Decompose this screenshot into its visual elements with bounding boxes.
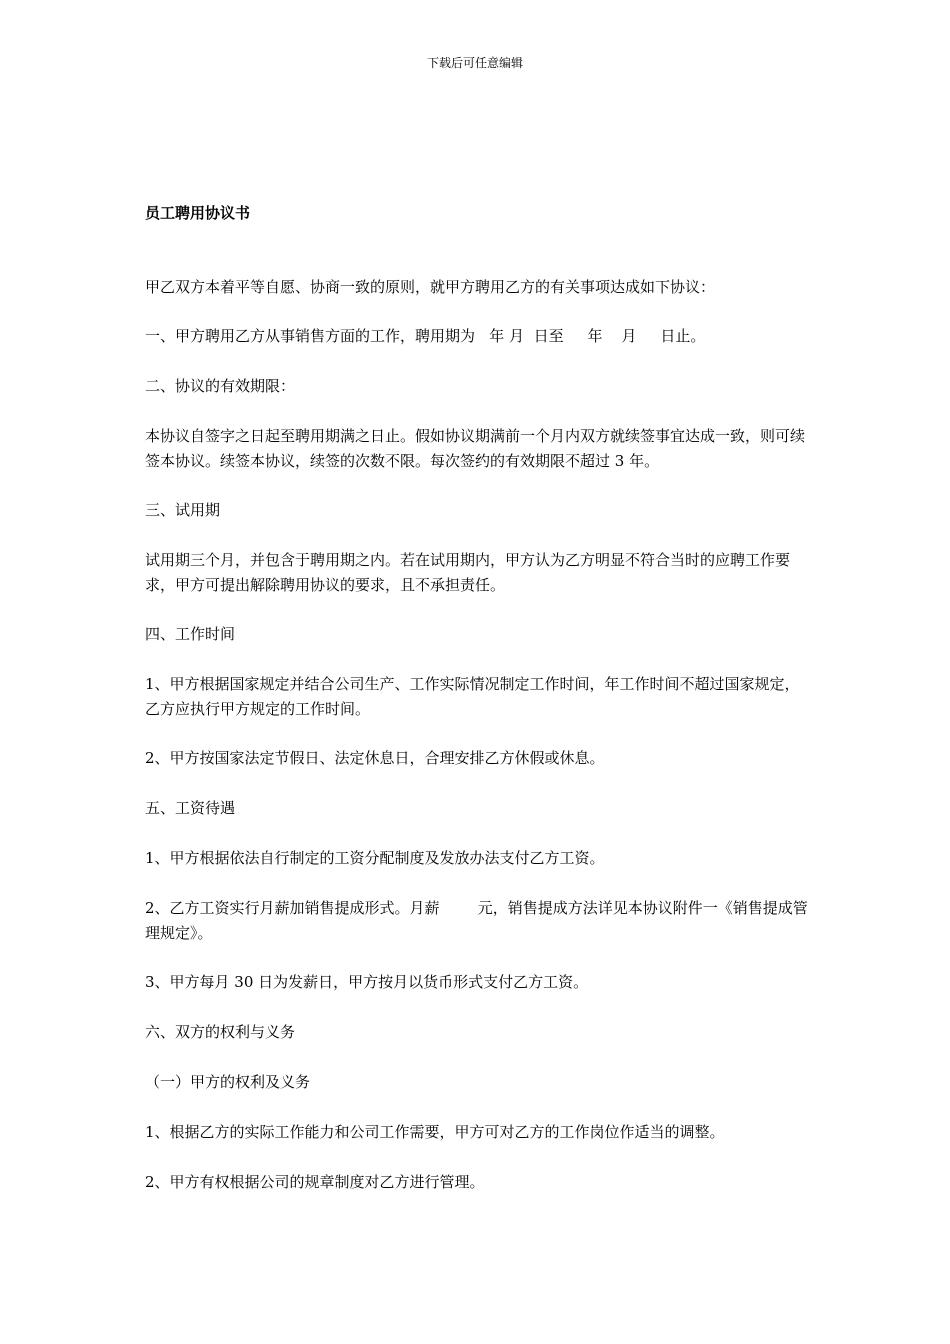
document-title: 员工聘用协议书 xyxy=(145,204,251,222)
section-4-heading: 四、工作时间 xyxy=(145,625,236,643)
section-5-heading: 五、工资待遇 xyxy=(145,799,236,817)
section-3-body: 试用期三个月，并包含于聘用期之内。若在试用期内，甲方认为乙方明显不符合当时的应聘工作要求，甲方可提出解除聘用协议的要求，且不承担责任。 xyxy=(145,551,791,594)
section-4-item-2: 2、甲方按国家法定节假日、法定休息日，合理安排乙方休假或休息。 xyxy=(145,749,605,767)
section-2-heading: 二、协议的有效期限： xyxy=(145,377,296,395)
clause-1-employment-term: 一、甲方聘用乙方从事销售方面的工作，聘用期为 年 月 日至 年 月 日止。 xyxy=(145,327,706,345)
section-3-heading: 三、试用期 xyxy=(145,501,221,519)
section-6-heading: 六、双方的权利与义务 xyxy=(145,1023,296,1041)
intro-paragraph: 甲乙双方本着平等自愿、协商一致的原则，就甲方聘用乙方的有关事项达成如下协议： xyxy=(145,278,716,296)
page-header: 下载后可任意编辑 xyxy=(426,56,523,70)
section-6-item-1: 1、根据乙方的实际工作能力和公司工作需要，甲方可对乙方的工作岗位作适当的调整。 xyxy=(145,1123,725,1141)
section-5-item-3: 3、甲方每月 30 日为发薪日，甲方按月以货币形式支付乙方工资。 xyxy=(145,973,589,991)
section-5-item-2: 2、乙方工资实行月薪加销售提成形式。月薪 元，销售提成方法详见本协议附件一《销售提成管理规定》。 xyxy=(145,899,808,942)
section-6-item-2: 2、甲方有权根据公司的规章制度对乙方进行管理。 xyxy=(145,1173,485,1191)
section-4-item-1: 1、甲方根据国家规定并结合公司生产、工作实际情况制定工作时间，年工作时间不超过国家规定，乙方应执行甲方规定的工作时间。 xyxy=(145,675,800,718)
section-2-body: 本协议自签字之日起至聘用期满之日止。假如协议期满前一个月内双方就续签事宜达成一致，则可续签本协议。续签本协议，续签的次数不限。每次签约的有效期限不超过 3 年。 xyxy=(145,427,806,470)
section-5-item-1: 1、甲方根据依法自行制定的工资分配制度及发放办法支付乙方工资。 xyxy=(145,849,605,867)
section-6-subheading-1: （一）甲方的权利及义务 xyxy=(145,1073,311,1091)
